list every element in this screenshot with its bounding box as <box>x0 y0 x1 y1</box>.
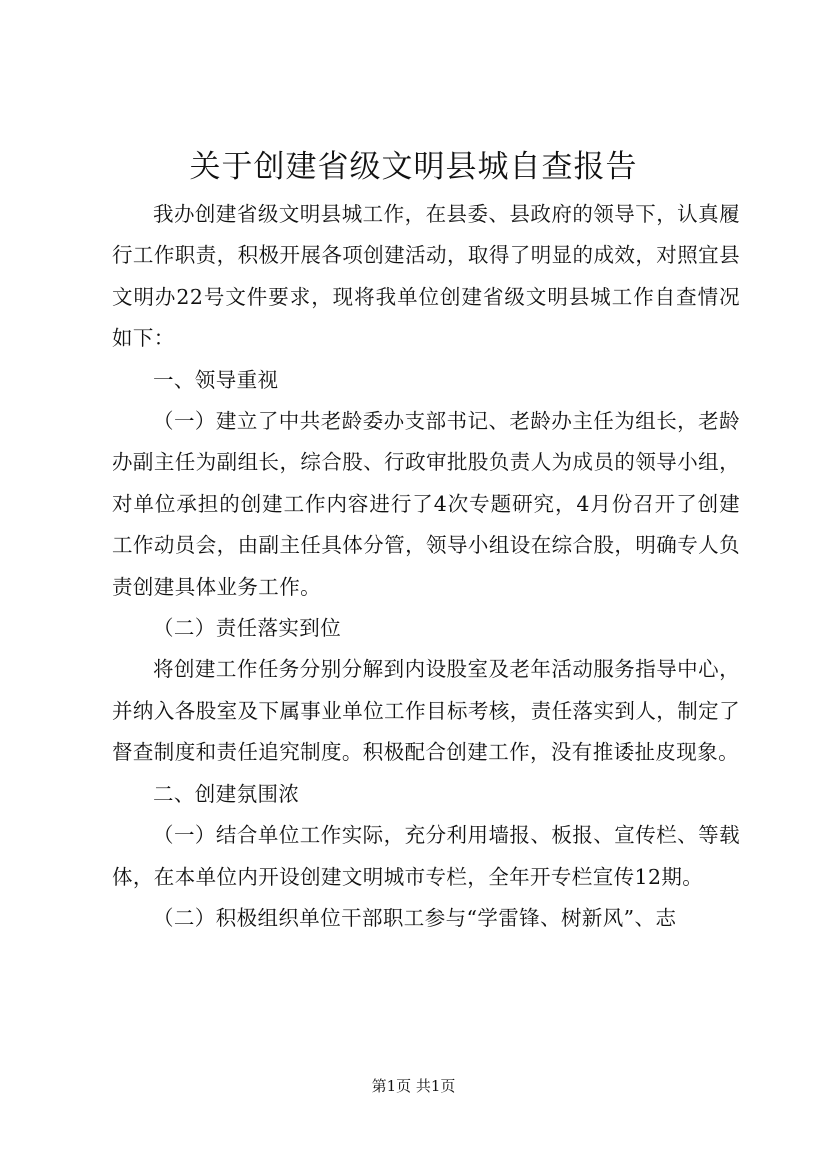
paragraph-1-2: 将创建工作任务分别分解到内设股室及老年活动服务指导中心，并纳入各股室及下属事业单位工作目标考核，责任落实到人，制定了督查制度和责任追究制度。积极配合创建工作，没有推诿扯皮现象。 <box>112 657 740 765</box>
paragraph-2-2: （二）积极组织单位干部职工参与“学雷锋、树新风”、志 <box>153 905 677 930</box>
document-body <box>112 194 740 939</box>
document-title: 关于创建省级文明县城自查报告 <box>189 149 638 185</box>
section-heading-2: 二、创建氛围浓 <box>153 781 300 806</box>
paragraph-2-1: （一）结合单位工作实际，充分利用墙报、板报、宣传栏、等载体，在本单位内开设创建文明城市专栏，全年开专栏宣传12期。 <box>112 823 740 889</box>
page-number-footer: 第1页 共1页 <box>371 1077 456 1095</box>
subsection-heading-1-2: （二）责任落实到位 <box>153 616 342 641</box>
section-heading-1: 一、领导重视 <box>153 367 279 392</box>
paragraph-1-1: （一）建立了中共老龄委办支部书记、老龄办主任为组长，老龄办副主任为副组长，综合股、行政审批股负责人为成员的领导小组，对单位承担的创建工作内容进行了4次专题研究，4月份召开了创建工作动员会，由副主任具体分管，领导小组设在综合股，明确专人负责创建具体业务工作。 <box>112 409 740 599</box>
paragraph-intro: 我办创建省级文明县城工作，在县委、县政府的领导下，认真履行工作职责，积极开展各项创建活动，取得了明显的成效，对照宜县文明办22号文件要求，现将我单位创建省级文明县城工作自查情况如下： <box>112 202 740 351</box>
